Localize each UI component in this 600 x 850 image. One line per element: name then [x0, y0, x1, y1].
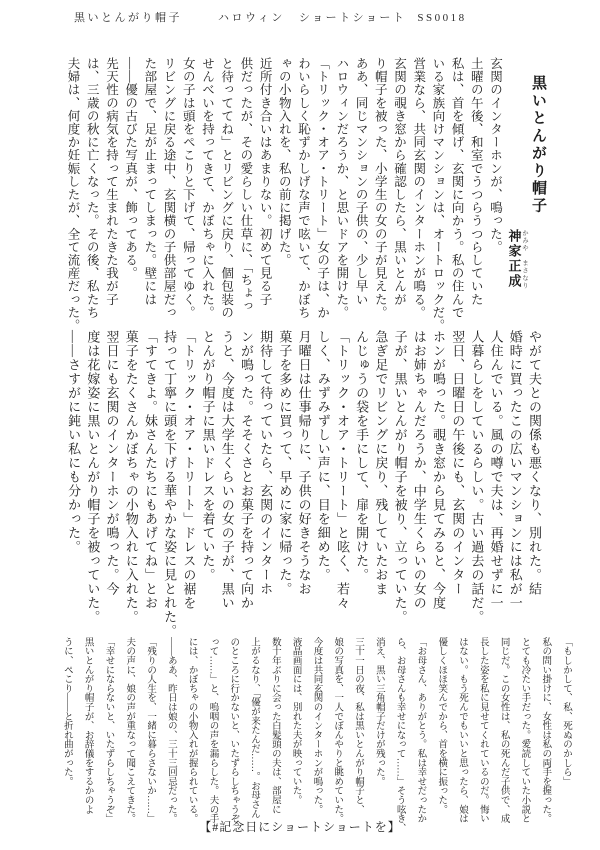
text-column: 今度は共同玄関のインターホンが鳴った。: [311, 637, 322, 814]
text-column: には、かぼちゃの小物入れが握られている。: [186, 637, 197, 824]
text-column: 供だったが、その愛らしい仕草に、「ちょっ: [238, 57, 253, 313]
text-column: 優しくほほ笑んでから、首を横に振った。: [436, 637, 447, 814]
text-column: しく、みずみずしい声に、目を細めた。: [315, 330, 331, 582]
text-column: 先天性の病気を持って生まれたきた我が子: [104, 57, 119, 306]
text-column: ああ、同じマンションの子供の、少し早い: [354, 57, 369, 306]
header-format: ショートショート: [298, 12, 407, 24]
text-column: 子が、黒いとんがり帽子を被り、立っていた。: [392, 330, 408, 624]
text-column: 翌日、日曜日の午後にも、玄関のインター: [450, 330, 466, 596]
text-column: 「トリック・オア・トリート」と呟く、若々: [334, 330, 350, 610]
header-code: SS0018: [417, 12, 467, 24]
text-column: せんべいを持ってきて、かぼちゃに入れた。: [200, 57, 215, 319]
text-column: 私は、首を傾げ、玄関に向かう。私の住んで: [450, 57, 465, 319]
text-column: ンが鳴った。そそくさとお菓子を持って向か: [238, 330, 254, 610]
text-column: は、三歳の秋に亡くなった。その後、私たち: [85, 57, 100, 319]
author-furigana: かみや まさなり: [521, 229, 528, 289]
text-column: 営業なら、共同玄関のインターホンが鳴る。: [411, 57, 426, 319]
text-column: 近所付き合いはあまりない。初めて見る子: [258, 57, 273, 306]
text-column: ゃの小物入れを、私の前に掲げた。: [277, 57, 292, 267]
text-column: ——優の古びた写真が、飾ってある。: [123, 57, 138, 280]
author-name: 神家正成 かみや まさなり: [506, 229, 528, 289]
text-column: た部屋で、足が止まってしまった。壁には: [142, 57, 157, 306]
text-column: 三十一日の夜、私は黒いとんがり帽子と、: [353, 637, 364, 814]
text-column: 「すてきよ。妹さんたちにもあげてね」とお: [142, 330, 158, 610]
text-column: 玄関のインターホンが、鳴った。: [488, 57, 503, 254]
text-column: はお姉ちゃんだろうか、中学生くらいの女の: [411, 330, 427, 610]
text-column: とても冷たい手だった。愛読していた小説と: [519, 637, 530, 824]
text-column: 土曜の午後、和室でうつらうつらしていた: [469, 57, 484, 306]
text-column: ——ああ、昨日は娘の、三十三回忌だった。: [165, 637, 176, 824]
text-column: り帽子を被った、小学生の女の子が見えた。: [373, 57, 388, 319]
text-column: 人暮らしをしているらしい。古い過去の話だ。: [469, 330, 485, 624]
text-column: と待っててね」とリビングに戻り、個包装の: [219, 57, 234, 319]
text-column: うと、今度は大学生くらいの女の子が、黒い: [219, 330, 235, 610]
text-column: 婚時に買ったこの広いマンションには私が一: [507, 330, 523, 610]
text-column: 同じだ。この女性は、私の死んだ子供で、成: [498, 637, 509, 824]
text-column: 上がるなり、「優が来たんだ……。お母さん: [249, 637, 260, 819]
text-column: 娘の写真を、一人でぼんやりと眺めていた。: [332, 637, 343, 824]
author-column: [505, 57, 529, 329]
text-column: 翌日にも玄関のインターホンが鳴った。今: [104, 330, 120, 596]
text-column: ——さすがに鈍い私にも分かった。: [66, 330, 82, 554]
text-column: 夫婦は、何度か妊娠したが、全て流産だった。: [66, 57, 81, 333]
header-story-title: 黒いとんがり帽子: [74, 12, 182, 24]
text-column: 月曜日は仕事帰りに、子供の好きそうなお: [296, 330, 312, 596]
text-column: 長した姿を私に見せてくれているのだ。悔い: [477, 637, 488, 824]
text-column: わいらしく恥ずかしげな声で呟いて、かぼち: [296, 57, 311, 319]
text-column: 夫の声に、娘の声が重なって聞こえてきた。: [124, 637, 135, 824]
text-column: 「トリック・オア・トリート」ドレスの裾を: [181, 330, 197, 610]
text-column: 菓子を多めに買って、早めに家に帰った。: [277, 330, 293, 596]
text-column: 私の問い掛けに、女性は私の両手を握った。: [540, 637, 551, 824]
page-header: [74, 9, 467, 25]
text-column: 度は花嫁姿に黒いとんがり帽子を被っていた。: [85, 330, 101, 624]
text-column: 「もしかして、私、死ぬのかしら」: [561, 637, 571, 786]
text-column: 玄関の覗き窓から確認したら、黒いとんが: [392, 57, 407, 306]
text-column: 数十年ぶりに会った白髪頭の夫は、部屋に: [269, 637, 280, 814]
text-column: 期待して待っていたら、玄関のインターホ: [258, 330, 274, 596]
text-column: 「残りの人生を、一緒に暮らさないか……」: [145, 637, 156, 824]
text-column: リビングに戻る途中、玄関横の子供部屋だっ: [162, 57, 177, 319]
story-band-2: [64, 330, 544, 636]
text-column: 女の子は頭をぺこりと下げて、帰ってゆく。: [181, 57, 196, 319]
text-column: 「幸せにならないと、いたずらしちゃうぞ」: [103, 637, 114, 824]
text-column: 急ぎ足でリビングに戻り、残していたおま: [373, 330, 389, 596]
text-column: 「お母さん、ありがとう。私は幸せだったか: [415, 637, 426, 824]
text-column: 「トリック・オア・トリート」女の子は、か: [315, 57, 330, 319]
text-column: 人住んでいる。風の噂で夫は、再婚せずに一: [488, 330, 504, 610]
text-column: はない。もう死んでもいいと思ったら、娘は: [457, 637, 468, 824]
text-column: ハロウィンだろうか、と思いドアを開けた。: [334, 57, 349, 319]
text-column: やがて夫との関係も悪くなり、別れた。結: [527, 330, 542, 596]
text-column: とんがり帽子に黒いドレスを着ていた。: [200, 330, 216, 582]
header-genre: ハロウィン: [218, 12, 285, 24]
story-title: 黒いとんがり帽子: [530, 75, 546, 215]
text-column: って……」と、嗚咽の声を漏らした。夫の手: [207, 637, 218, 824]
text-column: 液晶画面には、別れた夫が映っていた。: [290, 637, 301, 805]
text-column: ホンが鳴った。覗き窓から見てみると、今度: [430, 330, 446, 610]
story-band-1: [63, 57, 548, 333]
text-column: 消え、黒い三角帽子だけが残った。: [373, 637, 384, 786]
text-column: 黒いとんがり帽子が、お辞儀をするかのよ: [82, 637, 93, 814]
text-column: 菓子をたくさんかぼちゃの小物入れに入れた。: [123, 330, 139, 624]
footer-hashtag: 【#記念日にショートショートを】: [199, 820, 401, 834]
text-column: のところに行かないと、いたずらしちゃうぞ: [228, 637, 239, 824]
text-column: うに、ぺこり——と折れ曲がった。: [61, 637, 72, 786]
text-column: ら、お母さんも幸せになって……」そう呟き、: [394, 637, 405, 833]
text-column: 持って丁寧に頭を下げる華やかな姿に見とれた。: [162, 330, 178, 638]
text-column: いる家族向けマンションは、オートロックだ。: [430, 57, 445, 333]
text-column: んじゅうの袋を手にして、扉を開けた。: [354, 330, 370, 582]
